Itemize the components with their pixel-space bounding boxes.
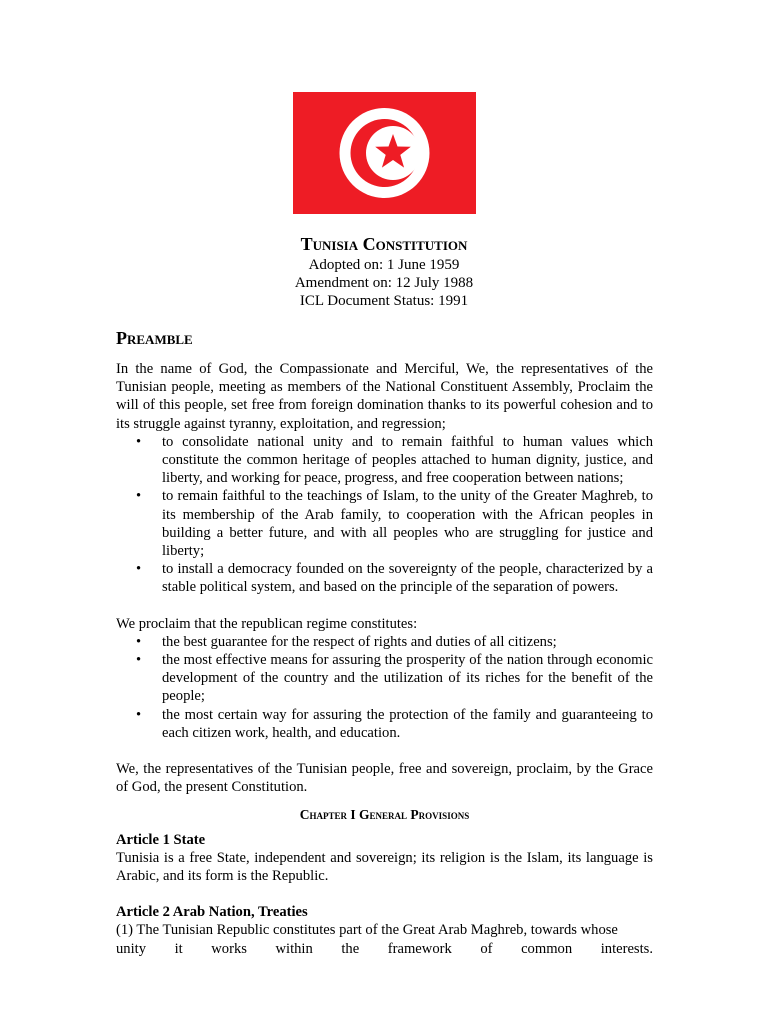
list-item: • to consolidate national unity and to remain faithful to human values which constitute the common heritage of peoples attached to human dignity, justice, and liberty, and working for peace, progress, and free cooperation between nations; xyxy=(162,433,653,488)
article-2-title: Article 2 Arab Nation, Treaties xyxy=(116,904,308,921)
document-header xyxy=(0,232,768,310)
amendment-date: Amendment on: 12 July 1988 xyxy=(294,275,474,291)
proclaim-paragraph: We proclaim that the republican regime constitutes: xyxy=(116,615,418,632)
article-1-text: Tunisia is a free State, independent and sovereign; its religion is the Islam, its language is Arabic, and its form is the Republic. xyxy=(116,849,653,885)
list-item: • the most certain way for assuring the protection of the family and guaranteeing to each citizen work, health, and education. xyxy=(162,706,653,742)
preamble-heading: Preamble xyxy=(116,328,193,348)
preamble-goals-list xyxy=(116,433,653,597)
closing-paragraph: We, the representatives of the Tunisian people, free and sovereign, proclaim, by the Grace of God, the present Constitution. xyxy=(116,761,653,796)
document-title: Tunisia Constitution xyxy=(300,234,468,254)
list-item: • to remain faithful to the teachings of Islam, to the unity of the Greater Maghreb, to its membership of the Arab family, to cooperation with the African peoples in building a better future, and with all peoples who are struggling for justice and liberty; xyxy=(162,487,653,560)
article-1-title: Article 1 State xyxy=(116,831,206,848)
list-item: • to install a democracy founded on the sovereignty of the people, characterized by a stable political system, and based on the principle of the separation of powers. xyxy=(162,560,653,596)
preamble-intro: In the name of God, the Compassionate and Merciful, We, the representatives of the Tunisian people, meeting as members of the National Constituent Assembly, Proclaim the will of this people, set free from foreign domination thanks to its powerful cohesion and to its struggle against tyranny, exploitation, and regression; xyxy=(116,361,653,432)
document-status: ICL Document Status: 1991 xyxy=(299,293,469,309)
regime-list xyxy=(116,633,653,742)
article-2-text: (1) The Tunisian Republic constitutes part of the Great Arab Maghreb, towards whose xyxy=(116,922,618,939)
chapter-heading: Chapter I General Provisions xyxy=(299,807,470,823)
tunisia-flag-icon xyxy=(293,92,476,214)
list-item: • the best guarantee for the respect of rights and duties of all citizens; xyxy=(162,633,653,651)
adopted-date: Adopted on: 1 June 1959 xyxy=(308,257,460,273)
article-2-text-continued: unity it works within the framework of common interests. xyxy=(116,940,653,957)
list-item: • the most effective means for assuring the prosperity of the nation through economic development of the country and the utilization of its riches for the benefit of the people; xyxy=(162,651,653,706)
document-body xyxy=(116,326,653,958)
